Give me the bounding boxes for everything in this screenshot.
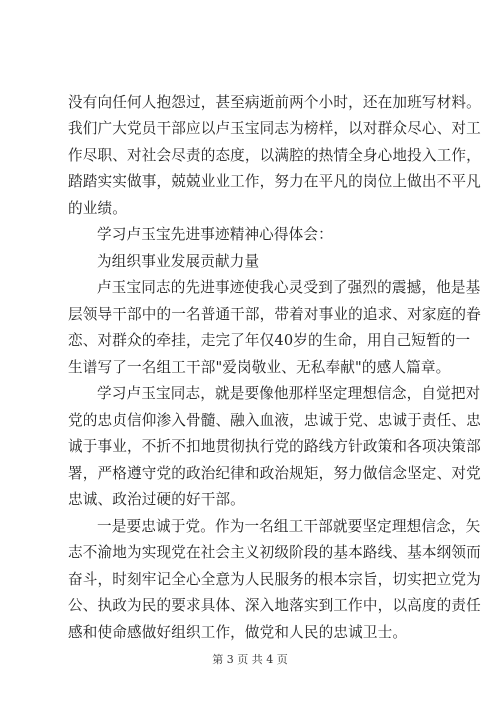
page-footer: 第 3 页 共 4 页 [212,653,288,666]
text-line: 恋、对群众的牵挂，走完了年仅40岁的生命，用自己短暂的一 [68,332,471,349]
text-line: 署，严格遵守党的政治纪律和政治规矩，努力做信念坚定、对党 [68,465,481,482]
text-line: 感和使命感做好组织工作，做党和人民的忠诚卫士。 [68,624,408,641]
text-line: 踏踏实实做事，兢兢业业工作，努力在平凡的岗位上做出不平凡 [68,173,481,190]
text-line: 诚于事业，不折不扣地贯彻执行党的路线方针政策和各项决策部 [68,438,481,455]
text-line: 志不渝地为实现党在社会主义初级阶段的基本路线、基本纲领而 [68,544,481,561]
text-line: 党的忠贞信仰渗入骨髓、融入血液，忠诚于党、忠诚于责任、忠 [68,412,481,429]
text-line: 学习卢玉宝同志，就是要像他那样坚定理想信念，自觉把对 [97,385,481,402]
text-line: 没有向任何人抱怨过，甚至病逝前两个小时，还在加班写材料。 [68,94,481,111]
text-line: 卢玉宝同志的先进事迹使我心灵受到了强烈的震撼，他是基 [97,279,481,296]
text-line: 作尽职、对社会尽责的态度，以满腔的热情全身心地投入工作， [68,147,481,164]
section-subtitle: 为组织事业发展贡献力量 [97,253,260,270]
text-line: 生谱写了一名组工干部"爱岗敬业、无私奉献"的感人篇章。 [68,359,451,376]
text-line: 公、执政为民的要求具体、深入地落实到工作中，以高度的责任 [68,597,481,614]
text-line: 的业绩。 [68,200,127,217]
text-line: 我们广大党员干部应以卢玉宝同志为榜样，以对群众尽心、对工 [68,120,481,137]
text-line: 忠诚、政治过硬的好干部。 [68,491,245,508]
text-line: 层领导干部中的一名普通干部，带着对事业的追求、对家庭的眷 [68,306,481,323]
text-line: 奋斗，时刻牢记全心全意为人民服务的根本宗旨，切实把立党为 [68,571,481,588]
text-line: 一是要忠诚于党。作为一名组工干部就要坚定理想信念，矢 [97,518,481,535]
section-heading: 学习卢玉宝先进事迹精神心得体会： [97,226,333,243]
